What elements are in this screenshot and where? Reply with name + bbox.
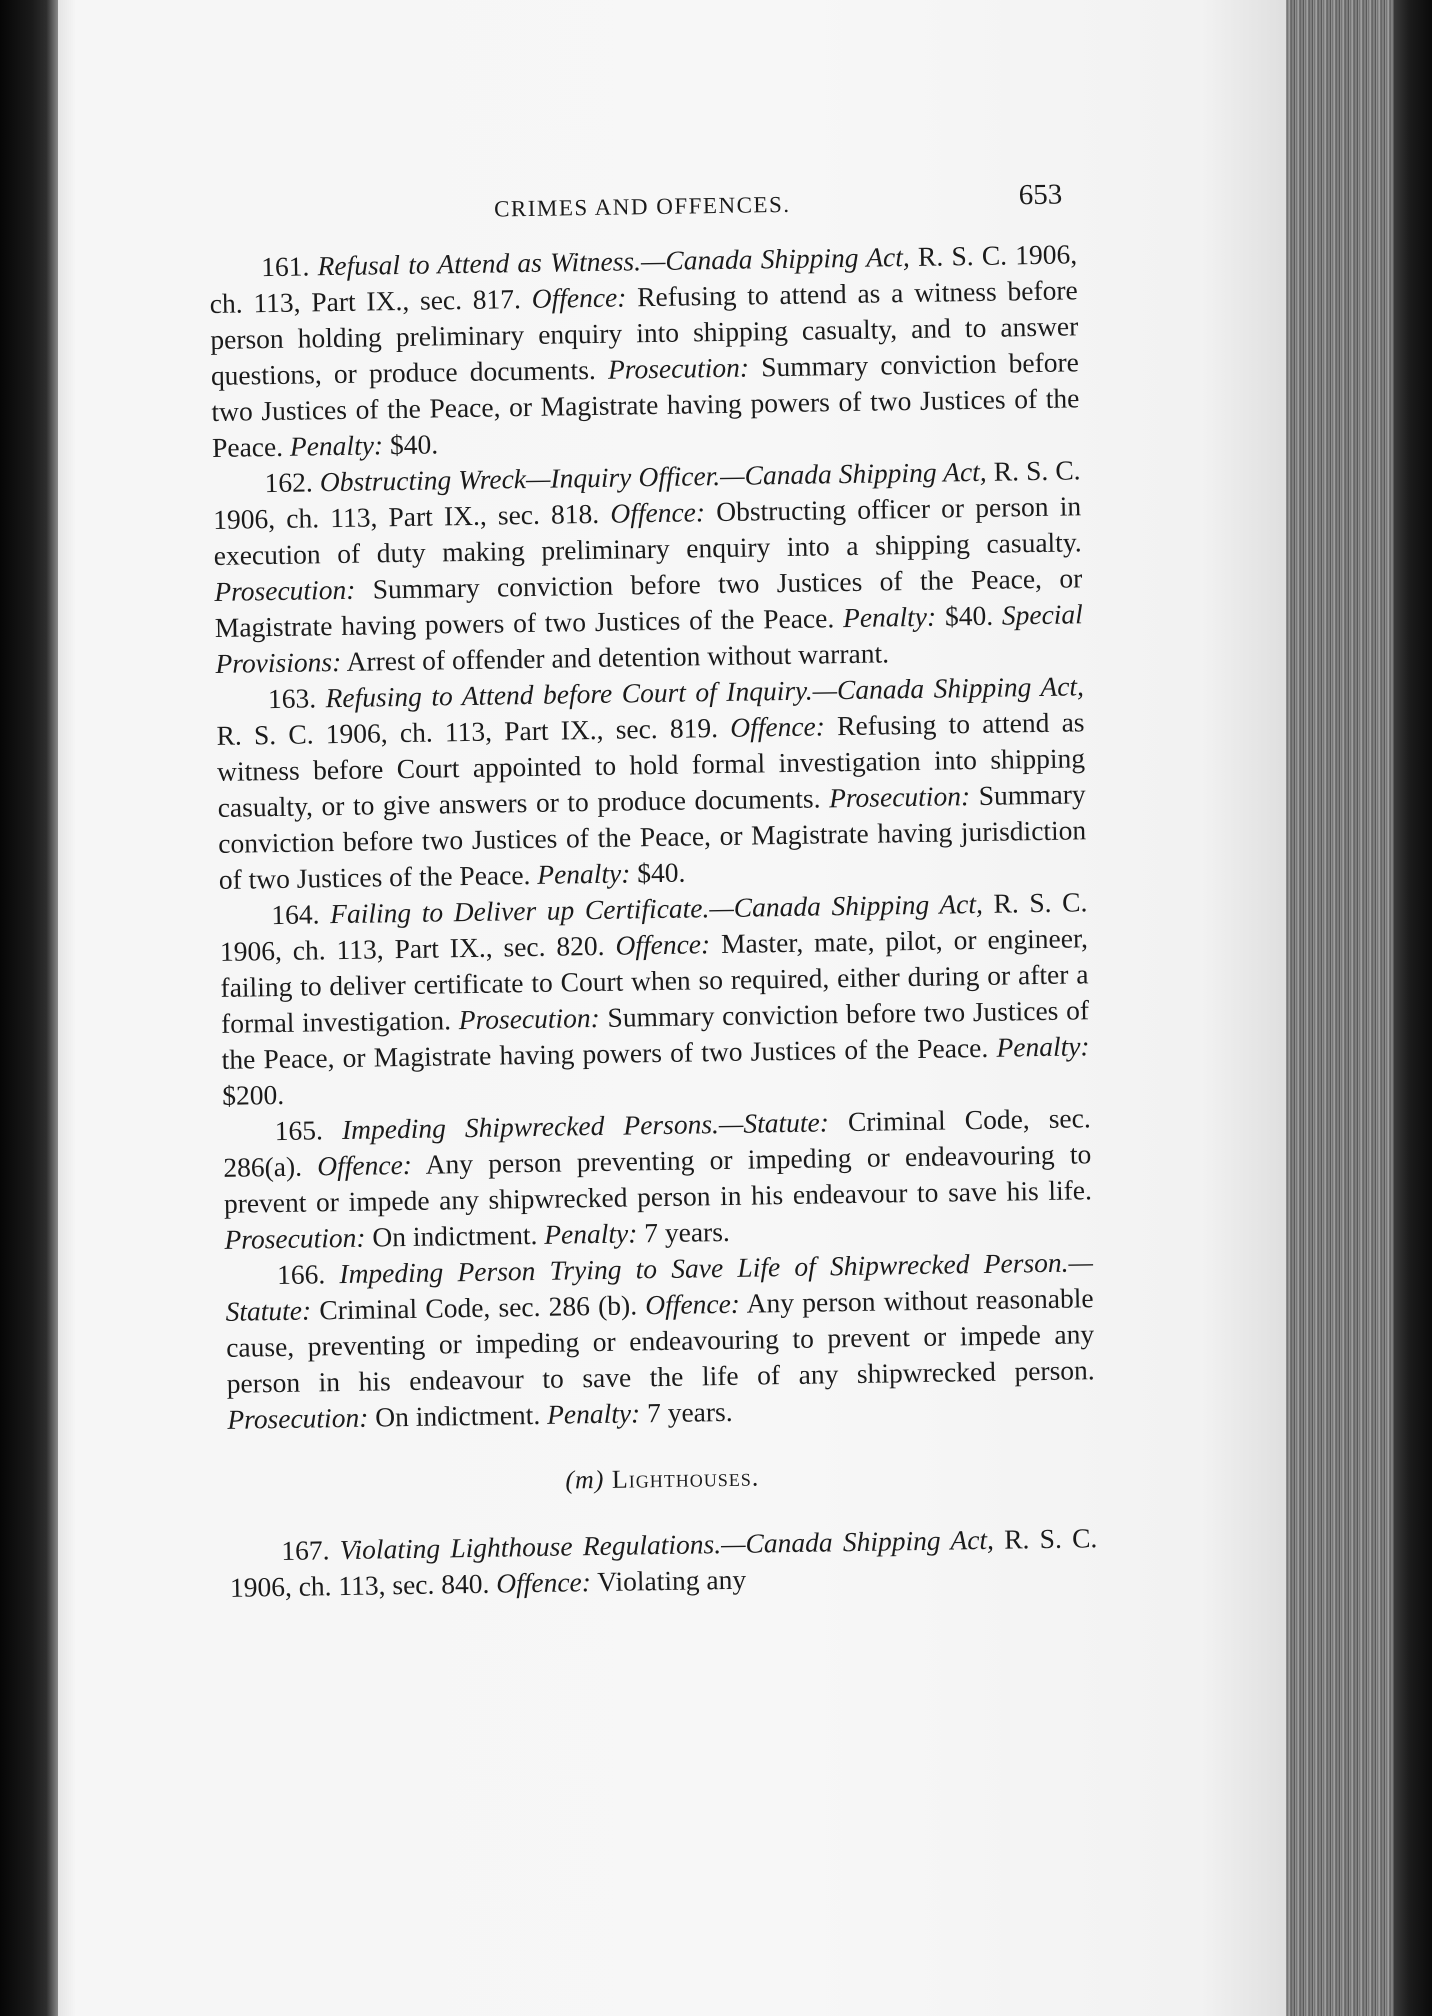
prosecution-label: Prosecution: — [607, 351, 750, 385]
entry-citation: R. S. C. 1906, ch. 113, sec. 840. — [229, 1522, 1098, 1603]
penalty-text: 7 years. — [644, 1215, 731, 1249]
entry-title: Impeding Shipwrecked Persons.—Statute: — [341, 1106, 830, 1146]
entry-number: 161. — [260, 250, 310, 283]
prosecution-text: Summary conviction before two Justices of the Peace, or Magistrate having powers of two Justices of the Peace. — [211, 346, 1080, 463]
entry-162 — [212, 452, 1083, 682]
entry-citation: R. S. C. 1906, ch. 113, Part IX., sec. 819. — [216, 712, 719, 751]
section-title: Lighthouses. — [611, 1462, 760, 1494]
penalty-label: Penalty: — [842, 600, 937, 634]
entry-166 — [225, 1244, 1096, 1438]
offence-text: Obstructing officer or person in execution of duty making preliminary enquiry into a shipping casualty. — [213, 490, 1082, 571]
entry-title: Refusing to Attend before Court of Inquiry.—Canada Shipping Act, — [325, 670, 1085, 714]
prosecution-text: Summary conviction before two Justices of the Peace, or Magistrate having jurisdiction of two Justices of the Peace. — [218, 778, 1087, 895]
penalty-text: $40. — [637, 856, 686, 889]
offence-text: Refusing to attend as witness before Court appointed to hold formal investigation into shipping casualty, or to give answers or to produce documents. — [216, 706, 1086, 823]
prosecution-label: Prosecution: — [458, 1001, 601, 1036]
offence-label: Offence: — [645, 1287, 741, 1321]
entry-163 — [216, 668, 1087, 898]
entry-number: 167. — [281, 1534, 330, 1567]
running-title: CRIMES AND OFFENCES. — [493, 191, 791, 222]
penalty-label: Penalty: — [996, 1030, 1090, 1063]
entry-164 — [219, 884, 1090, 1114]
entry-number: 165. — [274, 1114, 324, 1147]
prosecution-label: Prosecution: — [227, 1401, 369, 1435]
prosecution-text: On indictment. — [374, 1398, 541, 1433]
offence-label: Offence: — [729, 710, 826, 743]
entry-citation: R. S. C. 1906, ch. 113, Part IX., sec. 818. — [212, 454, 1081, 535]
entry-title: Impeding Person Trying to Save Life of Shipwrecked Person.—Statute: — [225, 1246, 1094, 1327]
special-provisions-label: Special Provisions: — [215, 598, 1084, 679]
prosecution-text: Summary conviction before two Justices of the Peace, or Magistrate having powers of two Justices of the Peace. — [214, 562, 1083, 643]
entry-citation: Criminal Code, sec. 286 (b). — [319, 1289, 638, 1326]
entry-165 — [223, 1100, 1093, 1258]
entry-citation: R. S. C. 1906, ch. 113, Part IX., sec. 817. — [209, 238, 1078, 319]
prosecution-label: Prosecution: — [828, 780, 971, 814]
page-stack-edge — [1286, 0, 1432, 2016]
special-provisions-text: Arrest of offender and detention without warrant. — [346, 637, 890, 677]
penalty-label: Penalty: — [289, 429, 384, 462]
penalty-text: $200. — [221, 1078, 285, 1111]
prosecution-text: On indictment. — [372, 1218, 538, 1253]
penalty-label: Penalty: — [543, 1217, 638, 1250]
prosecution-label: Prosecution: — [214, 573, 356, 607]
penalty-text: $40. — [944, 599, 994, 632]
offence-label: Offence: — [531, 281, 627, 314]
entry-161 — [209, 236, 1080, 466]
offence-label: Offence: — [317, 1148, 413, 1182]
offence-label: Offence: — [610, 496, 706, 529]
offence-text: Any person preventing or impeding or endeavouring to prevent or impede any shipwrecked person in his endeavour to save his life. — [223, 1138, 1093, 1219]
entry-number: 162. — [264, 466, 313, 499]
entry-title: Obstructing Wreck—Inquiry Officer.—Canada Shipping Act, — [319, 455, 987, 498]
offence-label: Offence: — [495, 1566, 592, 1599]
entry-167 — [229, 1520, 1098, 1606]
entry-number: 163. — [267, 682, 317, 715]
offence-text: Any person without reasonable cause, preventing or impeding or endeavouring to prevent or impede any person in his endeavour to save the life of any shipwrecked person. — [225, 1282, 1095, 1399]
text-block — [208, 176, 1098, 1605]
page-number: 653 — [1018, 178, 1063, 212]
entry-number: 166. — [276, 1258, 326, 1291]
penalty-text: $40. — [389, 428, 439, 461]
offence-text: Master, mate, pilot, or engineer, failing to deliver certificate to Court when so required, either during or after a formal investigation. — [220, 922, 1089, 1039]
offence-text: Violating any — [597, 1563, 747, 1598]
prosecution-label: Prosecution: — [224, 1221, 366, 1255]
offence-text: Refusing to attend as a witness before person holding preliminary enquiry into shipping casualty, and to answer questions, or produce documents. — [210, 274, 1079, 391]
entry-title: Refusal to Attend as Witness.—Canada Shipping Act, — [317, 240, 910, 282]
left-page-edge — [0, 0, 58, 2016]
section-marker: (m) — [565, 1464, 605, 1495]
entry-citation: R. S. C. 1906, ch. 113, Part IX., sec. 820. — [219, 886, 1088, 967]
penalty-label: Penalty: — [537, 857, 631, 890]
offence-label: Offence: — [615, 928, 711, 961]
section-heading — [228, 1454, 1096, 1504]
penalty-label: Penalty: — [546, 1397, 641, 1430]
prosecution-text: Summary conviction before two Justices of the Peace, or Magistrate having powers of two Justices of the Peace. — [221, 994, 1090, 1075]
entry-number: 164. — [271, 898, 320, 931]
penalty-text: 7 years. — [646, 1395, 733, 1429]
entry-title: Failing to Deliver up Certificate.—Canada Shipping Act, — [329, 887, 984, 930]
entry-title: Violating Lighthouse Regulations.—Canada Shipping Act, — [339, 1523, 995, 1566]
entry-citation: Criminal Code, sec. 286(a). — [223, 1102, 1091, 1183]
